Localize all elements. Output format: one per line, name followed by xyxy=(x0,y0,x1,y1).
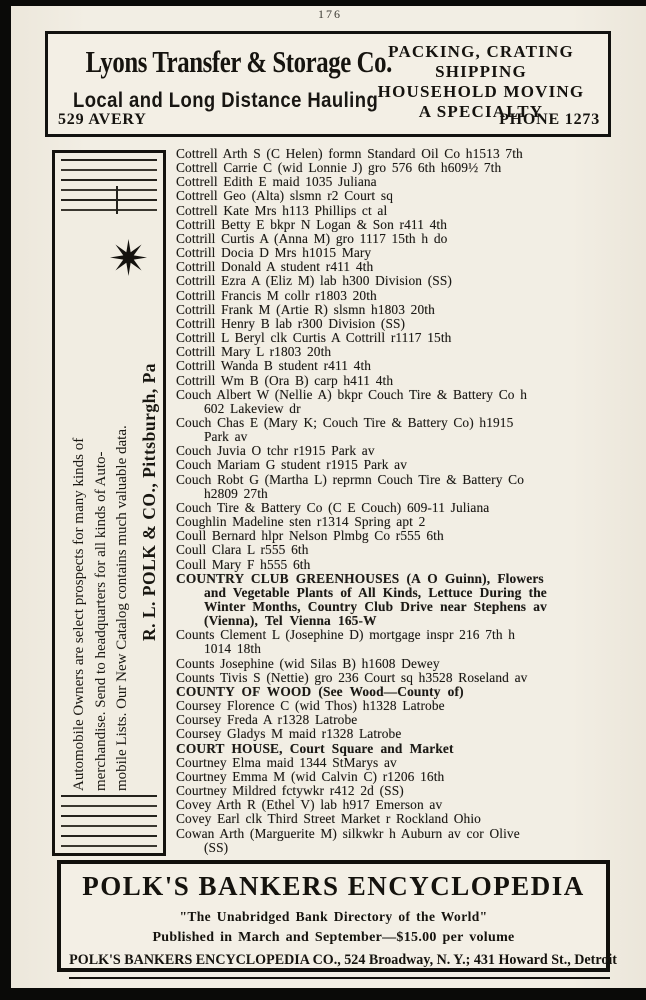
directory-line: Cottrill Mary L r1803 20th xyxy=(176,344,332,360)
directory-line: Cottrill Ezra A (Eliz M) lab h300 Division (SS) xyxy=(176,273,452,289)
directory-line: Couch Albert W (Nellie A) bkpr Couch Tire & Battery Co h xyxy=(176,386,528,402)
ruled-line xyxy=(61,209,157,211)
directory-line: Couch Juvia O tchr r1915 Park av xyxy=(176,443,375,459)
top-ad-left-column xyxy=(54,38,392,112)
sidebar-ad-line: Automobile Owners are select prospects for many kinds of xyxy=(71,437,87,791)
bottom-ad-polks-bankers xyxy=(57,860,617,972)
directory-line: Coull Mary F h555 6th xyxy=(176,556,311,572)
ruled-line xyxy=(61,835,157,837)
directory-listing xyxy=(176,147,632,855)
bottom-ad-address: POLK'S BANKERS ENCYCLOPEDIA CO., 524 Broadway, N. Y.; 431 Howard St., Detroit xyxy=(69,952,617,968)
ruled-lines-top xyxy=(61,159,157,211)
directory-line: 602 Lakeview dr xyxy=(204,400,301,416)
directory-line: Cottrill L Beryl clk Curtis A Cottrill r1117 15th xyxy=(176,330,452,346)
directory-line: Cottrill Frank M (Artie R) slsmn h1803 20th xyxy=(176,301,435,317)
directory-line: Coursey Florence C (wid Thos) h1328 Latrobe xyxy=(176,698,445,714)
directory-line: Park av xyxy=(204,429,248,445)
directory-line: Couch Robt G (Martha L) reprmn Couch Tire & Battery Co xyxy=(176,471,524,487)
page-number: 176 xyxy=(318,7,342,21)
directory-line: Cottrill Donald A student r411 4th xyxy=(176,259,374,275)
directory-line: Cottrell Arth S (C Helen) formn Standard Oil Co h1513 7th xyxy=(176,146,523,161)
directory-line: Coull Clara L r555 6th xyxy=(176,542,309,558)
ruled-line xyxy=(61,159,157,161)
top-ad-service-line: SHIPPING xyxy=(435,62,527,81)
directory-line: Cottrell Kate Mrs h113 Phillips ct al xyxy=(176,202,388,218)
directory-line: Cottrell Carrie C (wid Lonnie J) gro 576 6th h609½ 7th xyxy=(176,160,502,176)
directory-line: Courtney Mildred fctywkr r412 2d (SS) xyxy=(176,783,404,799)
directory-line: Winter Months, Country Club Drive near Stephens av xyxy=(204,599,547,614)
directory-line: Covey Arth R (Ethel V) lab h917 Emerson av xyxy=(176,797,443,813)
directory-line: Coursey Freda A r1328 Latrobe xyxy=(176,712,358,728)
directory-line: Cottrill Docia D Mrs h1015 Mary xyxy=(176,245,372,261)
directory-line: Cottrell Edith E maid 1035 Juliana xyxy=(176,174,377,190)
ruled-line xyxy=(61,169,157,171)
directory-line: (SS) xyxy=(204,839,229,855)
sidebar-ad-polk xyxy=(52,150,166,856)
top-ad-services xyxy=(362,42,600,122)
directory-line: COUNTY OF WOOD (See Wood—County of) xyxy=(176,683,464,699)
top-ad-phone: PHONE 1273 xyxy=(499,111,600,128)
top-ad-lyons-transfer xyxy=(45,31,611,137)
bottom-ad-published: Published in March and September—$15.00 per volume xyxy=(152,930,515,945)
ruled-line xyxy=(61,825,157,827)
directory-line: Courtney Emma M (wid Calvin C) r1206 16th xyxy=(176,768,445,784)
directory-line: Couch Mariam G student r1915 Park av xyxy=(176,457,408,473)
directory-line: Cowan Arth (Marguerite M) silkwkr h Auburn av cor Olive xyxy=(176,825,520,841)
ruled-line xyxy=(61,815,157,817)
top-ad-address: 529 AVERY xyxy=(58,111,147,128)
directory-line: Cottrell Geo (Alta) slsmn r2 Court sq xyxy=(176,188,393,204)
ruled-line xyxy=(61,845,157,847)
directory-line: COUNTRY CLUB GREENHOUSES (A O Guinn), Flowers xyxy=(176,570,544,586)
directory-line: Cottrill Curtis A (Anna M) gro 1117 15th h do xyxy=(176,230,448,246)
ruled-line xyxy=(61,179,157,181)
directory-line: and Vegetable Plants of All Kinds, Lettuce During the xyxy=(204,584,547,600)
sidebar-ad-line: mobile Lists. Our New Catalog contains much valuable data. xyxy=(114,425,130,791)
directory-page xyxy=(11,6,646,988)
top-ad-tagline: Local and Long Distance Hauling xyxy=(72,89,379,112)
directory-line: Counts Tivis S (Nettie) gro 236 Court sq h3528 Roseland av xyxy=(176,669,528,685)
top-ad-bottom-row xyxy=(58,111,600,129)
directory-line: Couch Tire & Battery Co (C E Couch) 609-11 Juliana xyxy=(176,499,490,515)
ruled-line xyxy=(61,189,157,191)
directory-line: Courtney Elma maid 1344 StMarys av xyxy=(176,754,397,770)
directory-line: 1014 18th xyxy=(204,641,262,657)
directory-line: Cottrill Wanda B student r411 4th xyxy=(176,358,372,374)
directory-line: Coughlin Madeline sten r1314 Spring apt 2 xyxy=(176,514,426,530)
top-ad-service-line: PACKING, CRATING xyxy=(388,42,574,61)
starburst-icon xyxy=(110,239,147,276)
directory-line: Cottrill Betty E bkpr N Logan & Son r411 4th xyxy=(176,216,448,232)
bottom-ad-subtitle: "The Unabridged Bank Directory of the World" xyxy=(179,909,488,924)
registration-tick xyxy=(116,186,118,214)
ruled-line xyxy=(61,805,157,807)
ruled-line xyxy=(61,795,157,797)
sidebar-ad-line: merchandise. Send to headquarters for all kinds of Auto- xyxy=(92,451,109,791)
directory-line: Counts Clement L (Josephine D) mortgage inspr 216 7th h xyxy=(176,627,516,643)
directory-line: Cottrill Francis M collr r1803 20th xyxy=(176,287,377,303)
directory-line: COURT HOUSE, Court Square and Market xyxy=(176,740,454,756)
directory-line: Coull Bernard hlpr Nelson Plmbg Co r555 6th xyxy=(176,528,444,544)
directory-line: Coursey Gladys M maid r1328 Latrobe xyxy=(176,726,402,742)
sidebar-ad-company: R. L. POLK & CO., Pittsburgh, Pa xyxy=(138,362,159,641)
sidebar-ad-rotated-text xyxy=(69,234,169,791)
ruled-lines-bottom xyxy=(61,795,157,847)
bottom-ad-title: POLK'S BANKERS ENCYCLOPEDIA xyxy=(82,871,585,901)
top-ad-service-line: A SPECIALTY xyxy=(418,102,544,121)
directory-line: Counts Josephine (wid Silas B) h1608 Dewey xyxy=(176,655,440,671)
directory-line: Cottrill Henry B lab r300 Division (SS) xyxy=(176,315,406,331)
directory-line: Couch Chas E (Mary K; Couch Tire & Battery Co) h1915 xyxy=(176,414,514,430)
top-ad-service-line: HOUSEHOLD MOVING xyxy=(377,82,585,101)
directory-line: h2809 27th xyxy=(204,485,268,501)
directory-line: Covey Earl clk Third Street Market r Rockland Ohio xyxy=(176,811,481,827)
top-ad-company-name: Lyons Transfer & Storage Co. xyxy=(85,44,392,79)
directory-line: (Vienna), Tel Vienna 165-W xyxy=(204,613,377,629)
directory-line: Cottrill Wm B (Ora B) carp h411 4th xyxy=(176,372,394,388)
ruled-line xyxy=(61,199,157,201)
